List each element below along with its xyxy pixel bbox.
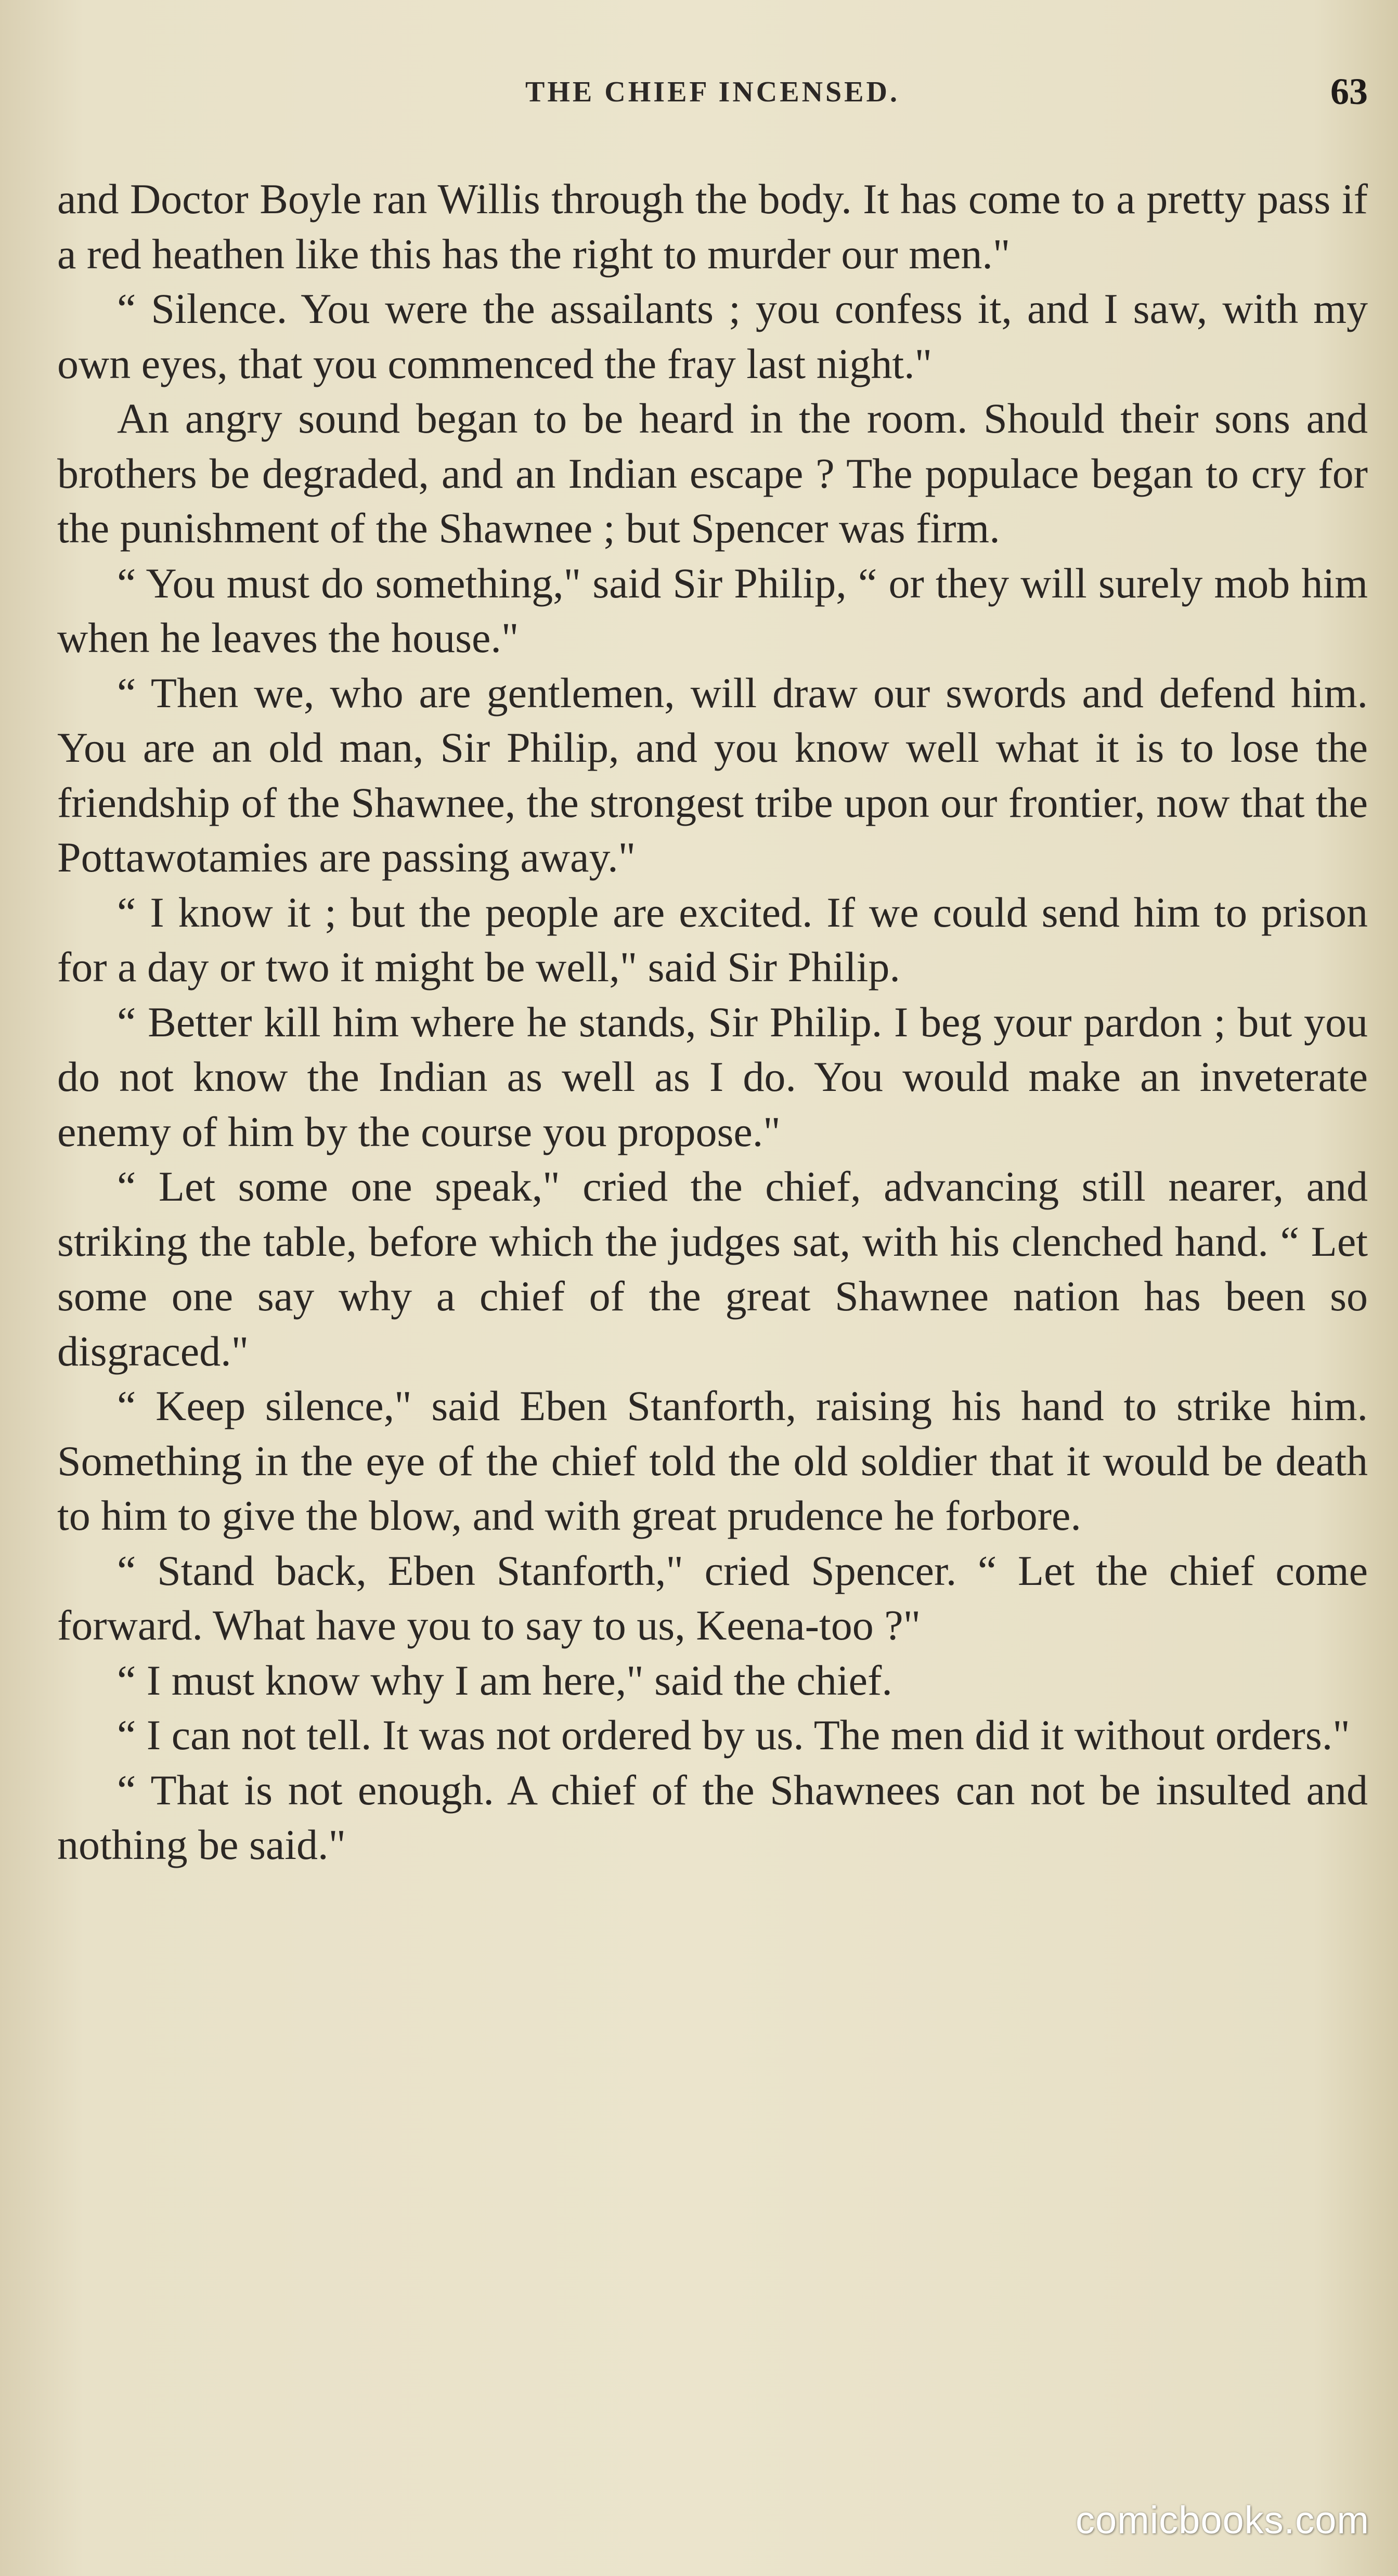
paragraph-1: and Doctor Boyle ran Willis through the body. It has come to a pretty pass if a red heathen like this has the right to murder our men."	[57, 175, 1368, 278]
body-text	[57, 172, 1368, 1872]
paragraph-2: “ Silence. You were the assailants ; you confess it, and I saw, with my own eyes, that you commenced the fray last night."	[57, 285, 1368, 387]
paragraph-9: “ Keep silence," said Eben Stanforth, raising his hand to strike him. Something in the eye of the chief told the old soldier that it would be death to him to give the blow, and with great prudence he forbore.	[57, 1382, 1368, 1539]
page-header	[57, 70, 1368, 122]
running-head: THE CHIEF INCENSED.	[525, 76, 900, 108]
page-number: 63	[1330, 71, 1368, 112]
paragraph-11: “ I must know why I am here," said the chief.	[117, 1656, 892, 1704]
paragraph-13: “ That is not enough. A chief of the Shawnees can not be insulted and nothing be said."	[57, 1766, 1368, 1868]
paragraph-8: “ Let some one speak," cried the chief, advancing still nearer, and striking the table, before which the judges sat, with his clenched hand. “ Let some one say why a chief of the great Shawnee nation has been so disgraced."	[57, 1163, 1368, 1375]
paragraph-7: “ Better kill him where he stands, Sir Philip. I beg your pardon ; but you do not know the Indian as well as I do. You would make an inveterate enemy of him by the course you propose."	[57, 998, 1368, 1155]
paragraph-6: “ I know it ; but the people are excited. If we could send him to prison for a day or two it might be well," said Sir Philip.	[57, 888, 1368, 991]
paragraph-10: “ Stand back, Eben Stanforth," cried Spencer. “ Let the chief come forward. What have you to say to us, Keena-too ?"	[57, 1546, 1368, 1649]
paragraph-3: An angry sound began to be heard in the room. Should their sons and brothers be degraded, and an Indian escape ? The populace began to cry for the punishment of the Shawnee ; but Spencer was firm.	[57, 395, 1368, 552]
source-watermark: comicbooks.com	[1075, 2499, 1369, 2542]
paragraph-5: “ Then we, who are gentlemen, will draw our swords and defend him. You are an old man, Sir Philip, and you know well what it is to lose the friendship of the Shawnee, the strongest tribe upon our frontier, now that the Pottawotamies are passing away."	[57, 669, 1368, 881]
paragraph-4: “ You must do something," said Sir Philip, “ or they will surely mob him when he leaves the house."	[57, 559, 1368, 661]
paragraph-12: “ I can not tell. It was not ordered by us. The men did it without orders."	[117, 1711, 1350, 1759]
